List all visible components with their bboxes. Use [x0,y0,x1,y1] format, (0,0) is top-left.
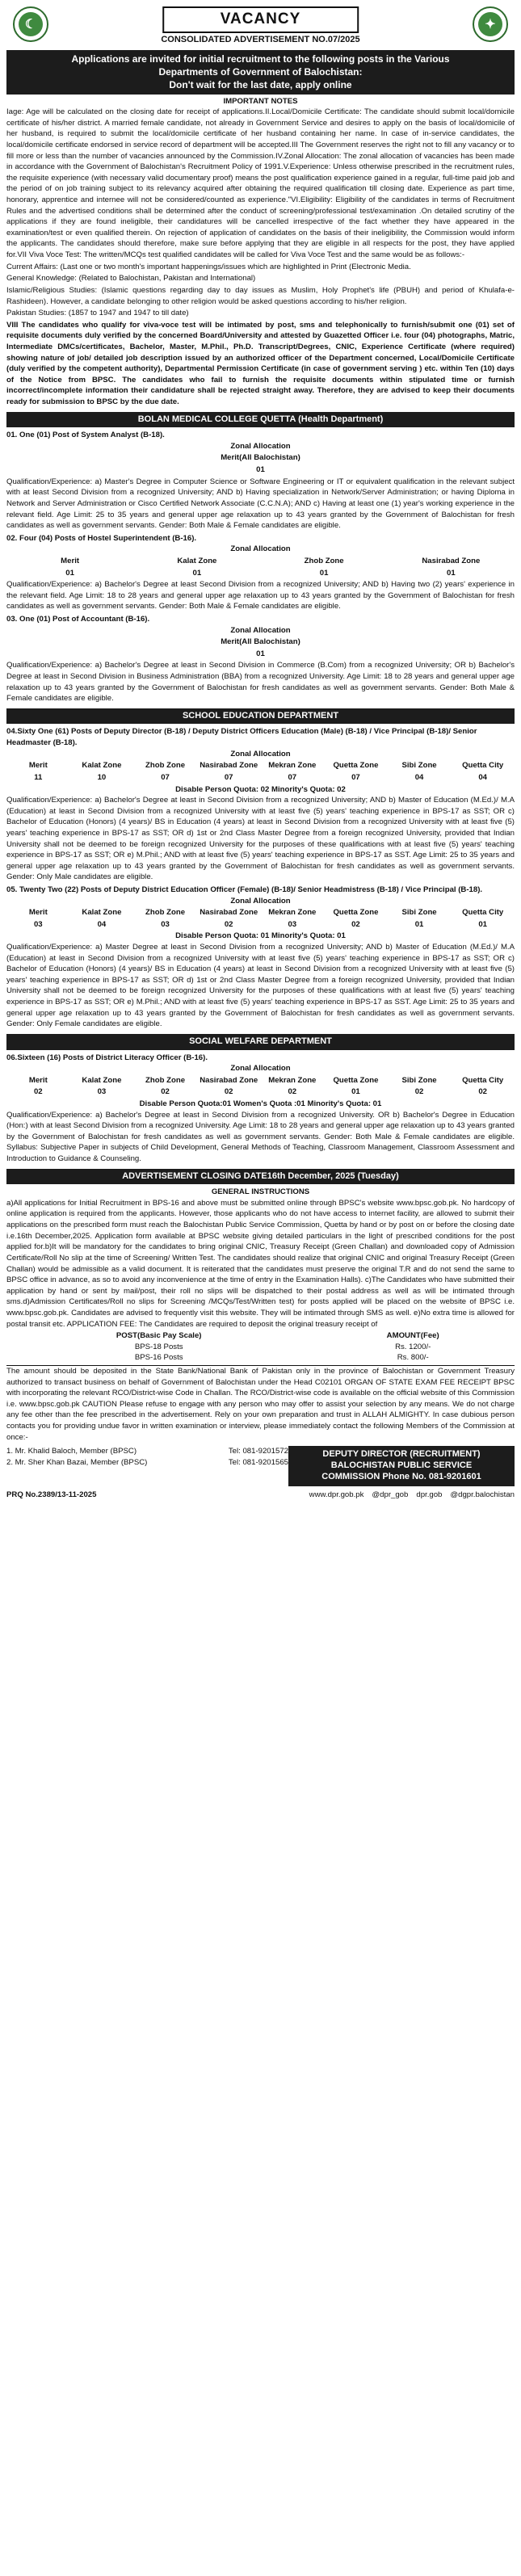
zone-header: Mekran Zone [268,908,317,918]
important-notes-body [6,107,515,407]
zone-header: Sibi Zone [401,761,437,771]
quota-line: Disable Person Quota: 02 Minority's Quota: 02 [175,784,346,794]
zone-count: 11 [34,772,43,782]
zone-header: Zhob Zone [145,908,186,918]
zone-count: 02 [224,919,233,929]
social-links [309,1490,515,1501]
post-title: 06.Sixteen (16) Posts of District Literacy Officer (B-16). [6,1053,208,1062]
header [6,5,515,48]
vacancy-title: VACANCY [162,6,359,33]
quota-line: Disable Person Quota:01 Women's Quota :01 Minority's Quota: 01 [139,1099,382,1108]
qualification-text: Qualification/Experience: a) Bachelor's Degree at least in Second Division in Commerce (B.Com) from a recognized University; OR b) Bachelor's Degree at least in Second Division in Business Administration (BBA) from a recognized University. Age Limit: 18 to 28 years and general upper age relaxation up to 43 years granted by the Government of Balochistan for fresh candidates as well as government servants. Gender: Both Male & Female candidates are eligible. [6,661,515,704]
notes-paragraph: Iage: Age will be calculated on the closing date for receipt of applications.II.Local/Domicile Certificate: The candidate should submit local/domicile certificate of his/her district. A married female candidate, not already in Government Service and desires to apply on the basis of local/domicile of her husband, is required to submit the local/domicile certificate of her husband containing her name. In case of in-service candidates, the local/domicile certificate endorsed in service record of department will be accepted.III The Government reserves the right not to fill any vacancy or to fill more or less than the number of vacancies announced by the Commission.IV.Zonal Allocation: The zonal allocation of vacancies has been made in accordance with the Government of Balochistan's Recruitment Policy of 1991.V.Experience: Unless otherwise prescribed in the recruitment rules, the requisite experience (with necessary valid documentary proof) means the post qualification experience gained in a regular, full-time paid job and the period of on job training subject to its relevancy acquired after obtaining the required qualification till closing date. Experience as part time, honorary, apprentice and internee will not be considered/counted as experience."VI.Eligibility: Eligibility of the candidates in terms of Recruitment Rules and the advertised conditions shall be determined after the conduct of screening/professional test/examination .On detailed scrutiny of the applications if they are found ineligible, their candidatures will be cancelled irrespective of the fact whether they have appeared in the examination/test or even qualified therein. On rejection of application of candidates on the basis of their ineligibility, the Commission would inform the applicants. The candidates should therefore, make sure before applying that they are eligible in all respects for the post, they have applied for.VII Viva Voce Test: The written/MCQs test qualified candidates will be called for Viva Voce Test and the same would be as follows:- [6,107,515,260]
twitter-handle[interactable]: @dpr_gob [372,1490,409,1499]
zone-count: 07 [288,772,297,782]
general-instructions-text: a)All applications for Initial Recruitment in BPS-16 and above must be submitted online through BPSC's website www.bpsc.gob.pk. No hardcopy of online application is required from the applicants. However, those applicants who do not have access to internet facility, are allowed to submit their applications on the prescribed form must reach the Balochistan Public Service Commission, Quetta by hand or by post on or before the closing date i.e.16th December,2025. Application form available at BPSC website giving detailed particulars in the light of prescribed conditions for the post applied for.b)It will be mandatory for the candidates to bring original CNIC, Treasury Receipt (Green Challan) and downloaded copy of Admission Certificate/Roll No slip at the time of Screening/ Written Test. The candidates should realize that original CNIC and original Treasury Receipt (Green Challan) would be admissible as a valid document. It is reiterated that the candidates must preserve the original T.R and do not send the same to BPSC office in advance, as so to avoid any inconvenience at the time of entry in the Examination Halls). c)The Candidates who have submitted their application by hand or sent by mail/post, their roll no slips will be dispatched to their postal address as well as will be intimated through sms.d)Admission Certificates/Roll no slips for Screening /MCQs/Test/Written test) for posts applied will be placed on the website of BPSC i.e. www.bpsc.gob.pk. Candidates are advised to frequently visit this website. They will be intimated through SMS as well. e)No extra time is allowed for postal transit etc. APPLICATION FEE: The Candidates are required to deposit the original treasury receipt of [6,1198,515,1329]
facebook-handle[interactable]: dpr.gob [416,1490,443,1499]
zone-headers [6,907,515,918]
qualification-text: Qualification/Experience: a) Bachelor's Degree at least in Second Division from a recognized University; AND b) Master of Education (M.Ed.)/ M.A (Education) at least in Second Division from a recognized University with at least five (5) years' teaching experience in BPS-17 as SST; OR c) Bachelor of Education (Honors) (4 years)/ BS in Education (4 years) at least in Second Division from a recognized University with at least five (5) years' teaching experience in BPS-17 as SST; OR d) 1st or 2nd Class Master Degree from a foreign recognized University, provided that Indian University shall not be deemed to be foreign recognized University for the purposes of these qualifications with at least five (5) years' teaching experience in BPS-17 as SST; OR e) M.Phil.; AND with at least five (5) years' teaching experience in BPS-17 as SST. Age Limit: 25 to 35 years and general upper age relaxation up to 43 years granted by the Government of Balochistan for fresh candidates as well as government servants. Gender: Only Male candidates are eligible. [6,796,515,882]
post-title: 05. Twenty Two (22) Posts of Deputy District Education Officer (Female) (B-18)/ Senior Headmistress (B-18) / Vice Principal (B-18). [6,885,483,894]
fee-header-amount: AMOUNT(Fee) [386,1331,439,1341]
zonal-label: Zonal Allocation [230,544,291,554]
fee-amount: Rs. 800/- [397,1353,429,1363]
notes-paragraph: VIII The candidates who qualify for viva-voce test will be intimated by post, sms and telephonically to furnish/submit one (01) set of requisite documents duly verified by the concerned Board/University and attested by Guazetted Officer i.e. four (04) photographs, Matric, Intermediate DMCs/certificates, Bachelor, Master, M.Phil., Ph.D. Transcript/Degrees, CNIC, Experience Certificate (where required) showing nature of job/ detailed job description issued by an authorized officer of the Department concerned, Local/Domicile Certificate (duly verified by the competent authority), Departmental Permission Certificate (in case of government serving ) etc. within Ten (10) days of the Notice from BPSC. The candidates who fail to furnish the requisite documents within stipulated time or furnish incorrect/incomplete information their candidature shall be rejected straight away. Therefore, they are advised to keep their documents ready for submission to BPSC by the due date. [6,320,515,407]
zone-header: Sibi Zone [401,908,437,918]
zone-header: Merit [61,556,80,565]
zone-count: 02 [478,1087,488,1097]
general-instructions-title: GENERAL INSTRUCTIONS [211,1187,310,1197]
zone-headers [6,760,515,771]
zone-counts [6,1086,515,1098]
zone-headers [6,556,515,567]
zone-count: 01 [256,649,265,658]
zone-count: 10 [97,772,107,782]
zonal-label: Zonal Allocation [230,1064,291,1074]
zone-header: Quetta Zone [333,1075,379,1085]
fee-post: BPS-16 Posts [134,1353,183,1363]
banner-line: Applications are invited for initial recruitment to the following posts in the Various [71,53,450,65]
fee-table [6,1330,515,1364]
website-link[interactable]: www.dpr.gob.pk [309,1490,364,1499]
zone-header: Mekran Zone [268,761,317,771]
zone-count: 01 [478,919,488,929]
qualification-text: Qualification/Experience: a) Bachelor's Degree at least in Second Division from a recognized University. OR b) Bachelor's Degree in Education (Hon:) with at least Second Division from a recognized University. Age Limit: 18 to 28 years and general upper age relaxation up to 43 years granted by the Government of Balochistan for fresh candidates as well as government servants. Gender: Both Male & Female candidates are eligible. Syllabus: Subjective Paper in subjects of Child Development, General Methods of Teaching, Classroom Management, Classroom Assessment and Introduction to Guidance & Counseling. [6,1110,515,1164]
zone-headers [6,637,515,648]
zone-header: Quetta City [462,1075,504,1085]
zone-count: 04 [414,772,424,782]
fee-header-row [6,1330,515,1342]
zone-count: 03 [97,1087,107,1097]
zone-count: 02 [224,1087,233,1097]
section-bar: BOLAN MEDICAL COLLEGE QUETTA (Health Department) [6,412,515,428]
zone-count: 03 [288,919,297,929]
fee-amount: Rs. 1200/- [395,1342,431,1351]
director-line: BALOCHISTAN PUBLIC SERVICE [330,1460,473,1470]
zone-count: 01 [447,568,456,578]
section-bar: SOCIAL WELFARE DEPARTMENT [6,1034,515,1050]
zone-header: Zhob Zone [304,556,344,565]
zone-count: 02 [33,1087,43,1097]
zone-count: 01 [256,465,265,475]
fee-row [6,1352,515,1364]
zone-header: Zhob Zone [145,761,186,771]
zone-counts [6,772,515,784]
quota-line: Disable Person Quota: 01 Minority's Quota: 01 [175,931,346,941]
zone-header: Nasirabad Zone [200,908,258,918]
post-title: 01. One (01) Post of System Analyst (B-18). [6,431,165,440]
zone-count: 02 [288,1087,297,1097]
zone-count: 01 [192,568,202,578]
member-tel: Tel: 081-9201565 [228,1457,288,1467]
zone-header: Merit(All Balochistan) [221,453,300,463]
notes-paragraph: Pakistan Studies: (1857 to 1947 and 1947 to till date) [6,309,189,318]
zone-header: Quetta Zone [333,908,379,918]
important-notes-title: IMPORTANT NOTES [223,96,298,106]
zone-header: Merit [28,1075,48,1085]
zone-header: Nasirabad Zone [422,556,481,565]
zone-count: 03 [161,919,170,929]
director-box [288,1446,515,1486]
zone-counts [6,568,515,579]
zonal-label: Zonal Allocation [230,749,291,759]
notes-paragraph: Current Affairs: (Last one or two month's important happenings/issues which are highlighted in Print (Electronic Media. [6,262,411,271]
members-list [6,1446,288,1468]
zone-header: Kalat Zone [82,761,122,771]
zone-count: 02 [414,1087,424,1097]
zone-header: Merit [28,761,48,771]
zonal-label: Zonal Allocation [230,896,291,906]
government-seal-icon: ☾ [13,6,48,42]
zone-header: Kalat Zone [177,556,217,565]
qualification-text: Qualification/Experience: a) Bachelor's Degree at least Second Division from a recognized University; AND b) Having two (2) years' experience in the relevant field. Age Limit: 18 to 28 years and general upper age relaxation up to 43 years granted by the Government of Balochistan for fresh candidates as well as government servants. Gender: Both Male & Female candidates are eligible. [6,580,515,611]
zone-headers [6,452,515,464]
zone-count: 01 [414,919,424,929]
zone-count: 07 [351,772,360,782]
director-line: DEPUTY DIRECTOR (RECRUITMENT) [322,1449,481,1460]
director-line: COMMISSION Phone No. 081-9201601 [321,1471,481,1481]
instagram-handle[interactable]: @dgpr.balochistan [450,1490,515,1499]
zone-count: 07 [161,772,170,782]
zone-header: Quetta Zone [333,761,379,771]
fee-post: BPS-18 Posts [134,1342,183,1351]
footer [6,1446,515,1486]
fee-header-post: POST(Basic Pay Scale) [116,1331,202,1341]
member-tel: Tel: 081-9201572 [228,1447,288,1456]
zone-header: Kalat Zone [82,908,122,918]
zone-headers [6,1075,515,1086]
zone-count: 01 [319,568,329,578]
zone-count: 01 [65,568,74,578]
zone-count: 04 [478,772,488,782]
section-bar: SCHOOL EDUCATION DEPARTMENT [6,708,515,725]
post-title: 03. One (01) Post of Accountant (B-16). [6,614,150,624]
intro-banner [6,50,515,95]
zone-count: 02 [351,919,360,929]
zone-header: Quetta City [462,908,504,918]
zone-count: 04 [97,919,107,929]
member-row [6,1457,288,1469]
banner-line: Departments of Government of Balochistan: [158,66,363,78]
closing-date-bar: ADVERTISEMENT CLOSING DATE16th December, 2025 (Tuesday) [6,1169,515,1185]
zone-header: Merit [28,908,48,918]
member-name: 2. Mr. Sher Khan Bazai, Member (BPSC) [6,1457,148,1467]
notes-paragraph: Islamic/Religious Studies: (Islamic questions regarding day to day issues as Muslim, Holy Prophet's life (PBUH) and period of Khulafa-e-Rashideen). However, a candidate belonging to other religion would be asked questions according to his/her religion. [6,285,515,306]
advertisement-number: CONSOLIDATED ADVERTISEMENT NO.07/2025 [161,35,360,44]
zone-header: Nasirabad Zone [200,761,258,771]
prq-number: PRQ No.2389/13-11-2025 [6,1490,97,1499]
zone-counts [6,919,515,931]
member-name: 1. Mr. Khalid Baloch, Member (BPSC) [6,1447,137,1456]
zone-header: Sibi Zone [401,1075,437,1085]
post-title: 02. Four (04) Posts of Hostel Superintendent (B-16). [6,533,197,543]
fee-note: The amount should be deposited in the State Bank/National Bank of Pakistan only in the province of Balochistan or Government Treasury authorized to transact business on behalf of Government of Balochistan under the Head C02101 ORGAN OF STATE EXAM FEE RECEIPT BPSC with incorporating the relevant RCO/District-wise Code in Challan. The RCO/District-wise code is available on the official website of this Commission i.e. www.bpsc.gob.pk CAUTION Please refuse to engage with any person who may offer to assist your selection by any means. We do not charge any fee other than the fee prescribed in the advertisement. Rely on your own preparation and trust in ALLAH ALMIGHTY. In case dubious person contacts you for providing undue favor in written examination or interview, please immediately contact the following Members of the Commission at once:- [6,1366,515,1442]
prq-line [6,1490,515,1501]
zone-count: 01 [351,1087,360,1097]
zonal-label: Zonal Allocation [230,441,291,451]
qualification-text: Qualification/Experience: a) Master Degree at least in Second Division from a recognized University; AND b) Master of Education (M.Ed.)/ M.A (Education) at least in Second Division from a recognized University with at least five (5) years' teaching experience in BPS-17 as SST; OR c) Bachelor of Education (Honors) (4 years)/ BS in Education (4 years) at least in Second Division from a recognized University with at least five (5) years' teaching experience in BPS-17 as SST; OR d) 1st or 2nd Class Master Degree from a foreign recognized University, provided that Indian University shall not be deemed to be foreign recognized University for the purposes of these qualifications with at least five (5) years' teaching experience in BPS-17 as SST; OR e) M.Phil.; AND with at least five (5) years' teaching experience in BPS-17 as SST. Age Limit: 25 to 35 years and general upper age relaxation up to 43 years granted by the Government of Balochistan for fresh candidates as well as government servants. Gender: Only Female candidates are eligible. [6,943,515,1029]
post-title: 04.Sixty One (61) Posts of Deputy Director (B-18) / Deputy District Officers Education (Male) (B-18) / Vice Principal (B-18)/ Senior Headmaster (B-18). [6,727,477,748]
zone-header: Merit(All Balochistan) [221,637,300,647]
bpsc-seal-icon: ✦ [473,6,508,42]
zone-header: Zhob Zone [145,1075,186,1085]
zone-count: 02 [161,1087,170,1097]
banner-line: Don't wait for the last date, apply online [169,79,352,91]
member-row [6,1446,288,1457]
zone-header: Mekran Zone [268,1075,317,1085]
zone-count: 03 [33,919,43,929]
qualification-text: Qualification/Experience: a) Master's Degree in Computer Science or Software Engineering or IT or equivalent qualification in the relevant subject with at least Second Division from a recognized University; AND b) Having specialization in Network/Server Administration; or having Diploma in Network and Server Administration or Cisco Certified Network Associate (C.C.N.A); AND c) Having at least one (1) year's working experience in the relevant field. Age Limit: 25 to 35 years and general upper age relaxation up to 43 years granted by the Government of Balochistan for fresh candidates as well as government servants. Gender: Both Male & Female candidates are eligible. [6,477,515,531]
zone-header: Quetta City [462,761,504,771]
zone-counts [6,464,515,476]
zonal-label: Zonal Allocation [230,625,291,635]
zone-count: 07 [224,772,233,782]
zone-header: Kalat Zone [82,1075,122,1085]
notes-paragraph: General Knowledge: (Related to Balochistan, Pakistan and International) [6,274,256,284]
zone-counts [6,649,515,660]
zone-header: Nasirabad Zone [200,1075,258,1085]
fee-row [6,1342,515,1353]
